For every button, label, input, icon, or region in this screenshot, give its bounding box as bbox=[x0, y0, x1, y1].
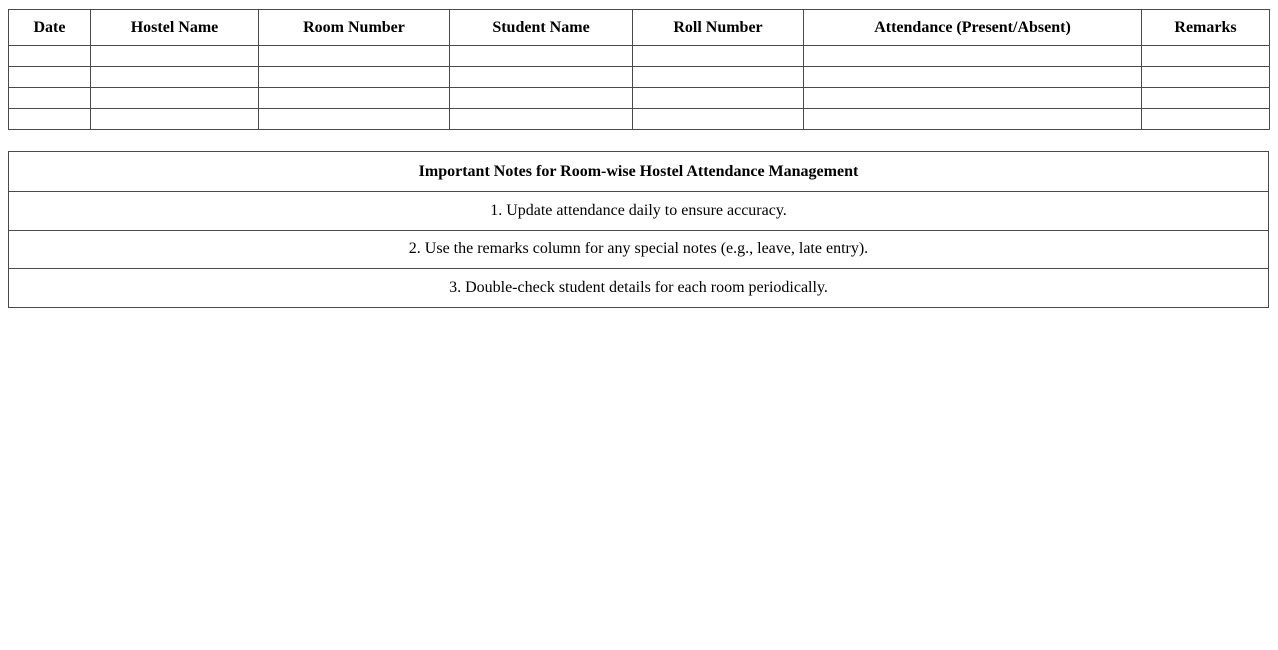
empty-cell bbox=[804, 109, 1142, 130]
attendance-header-row bbox=[9, 10, 1270, 46]
empty-cell bbox=[804, 88, 1142, 109]
empty-cell bbox=[450, 46, 633, 67]
empty-cell bbox=[804, 67, 1142, 88]
empty-cell bbox=[9, 109, 91, 130]
empty-cell bbox=[450, 109, 633, 130]
empty-row bbox=[9, 67, 1270, 88]
empty-cell bbox=[633, 109, 804, 130]
attendance-table bbox=[8, 9, 1270, 130]
empty-cell bbox=[1142, 109, 1270, 130]
empty-cell bbox=[450, 88, 633, 109]
column-header-roll-number: Roll Number bbox=[633, 10, 804, 46]
empty-cell bbox=[259, 109, 450, 130]
notes-title-row bbox=[9, 152, 1269, 192]
note-row bbox=[9, 230, 1269, 269]
notes-title: Important Notes for Room-wise Hostel Attendance Management bbox=[9, 152, 1269, 192]
notes-table bbox=[8, 151, 1269, 308]
empty-cell bbox=[259, 67, 450, 88]
empty-cell bbox=[633, 67, 804, 88]
note-row bbox=[9, 269, 1269, 308]
column-header-room-number: Room Number bbox=[259, 10, 450, 46]
empty-cell bbox=[633, 46, 804, 67]
attendance-body bbox=[9, 46, 1270, 130]
empty-cell bbox=[804, 46, 1142, 67]
empty-cell bbox=[9, 67, 91, 88]
empty-cell bbox=[91, 88, 259, 109]
empty-cell bbox=[91, 46, 259, 67]
note-item: 2. Use the remarks column for any special notes (e.g., leave, late entry). bbox=[9, 230, 1269, 269]
empty-cell bbox=[633, 88, 804, 109]
empty-cell bbox=[9, 46, 91, 67]
empty-cell bbox=[450, 67, 633, 88]
note-item: 3. Double-check student details for each room periodically. bbox=[9, 269, 1269, 308]
empty-cell bbox=[1142, 88, 1270, 109]
empty-cell bbox=[9, 88, 91, 109]
empty-row bbox=[9, 46, 1270, 67]
notes-body bbox=[9, 152, 1269, 308]
column-header-date: Date bbox=[9, 10, 91, 46]
empty-cell bbox=[91, 67, 259, 88]
page bbox=[0, 0, 1278, 308]
note-item: 1. Update attendance daily to ensure accuracy. bbox=[9, 192, 1269, 231]
empty-row bbox=[9, 109, 1270, 130]
empty-row bbox=[9, 88, 1270, 109]
empty-cell bbox=[1142, 67, 1270, 88]
column-header-attendance-present-absent: Attendance (Present/Absent) bbox=[804, 10, 1142, 46]
empty-cell bbox=[259, 88, 450, 109]
column-header-student-name: Student Name bbox=[450, 10, 633, 46]
column-header-remarks: Remarks bbox=[1142, 10, 1270, 46]
column-header-hostel-name: Hostel Name bbox=[91, 10, 259, 46]
empty-cell bbox=[1142, 46, 1270, 67]
empty-cell bbox=[91, 109, 259, 130]
empty-cell bbox=[259, 46, 450, 67]
note-row bbox=[9, 192, 1269, 231]
